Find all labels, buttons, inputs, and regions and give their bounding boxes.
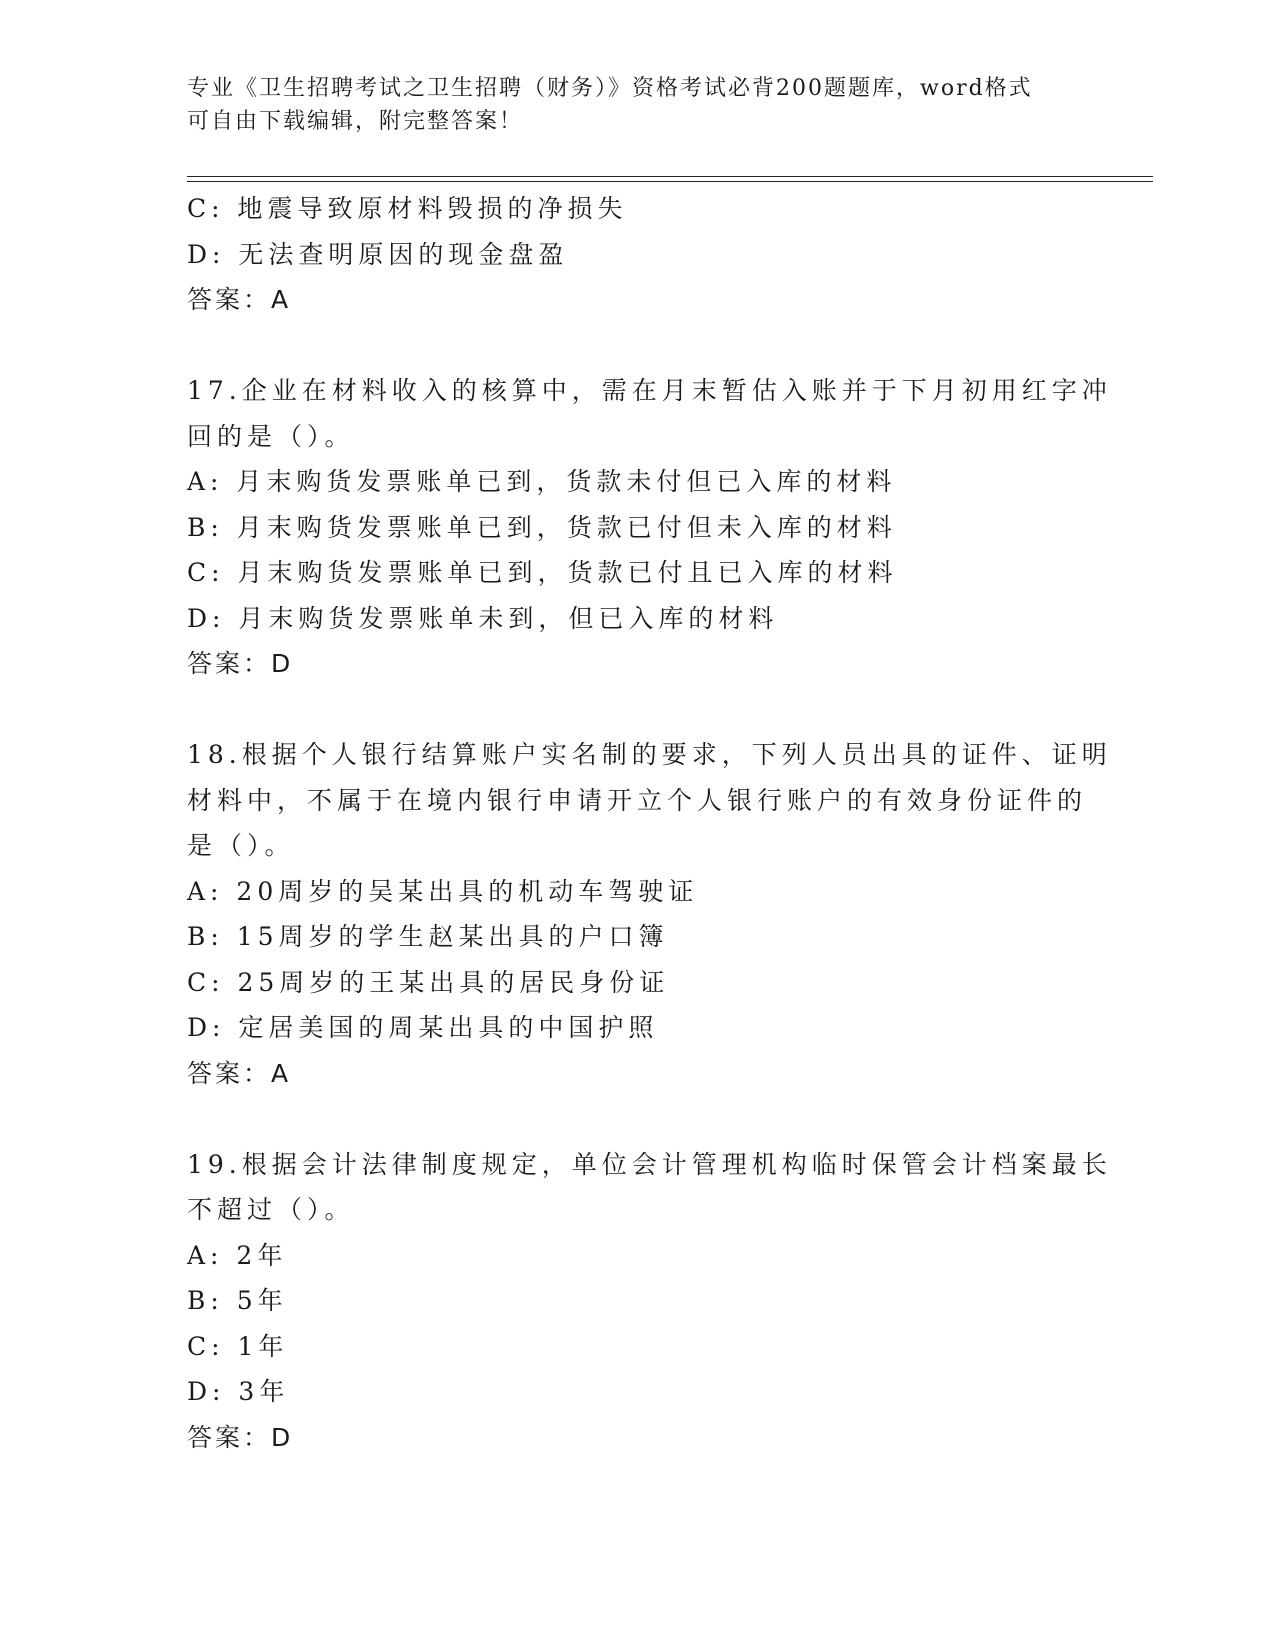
option-b: B: 月末购货发票账单已到，货款已付但未入库的材料 xyxy=(187,512,897,542)
question-list xyxy=(187,186,1112,1460)
question-stem-line: 回的是（）。 xyxy=(187,421,355,451)
option-c: C: 地震导致原材料毁损的净损失 xyxy=(187,194,628,223)
question-stem-line: 不超过（）。 xyxy=(187,1195,355,1224)
spacer xyxy=(187,323,1087,369)
question-stem-line: 是（）。 xyxy=(187,831,295,860)
option-d: D: 定居美国的周某出具的中国护照 xyxy=(187,1013,659,1042)
option-a: A: 2年 xyxy=(187,1240,288,1270)
answer-line: 答案：A xyxy=(187,1058,292,1088)
header-title-line-2: 可自由下载编辑，附完整答案！ xyxy=(187,109,524,134)
question-stem-line: 19.根据会计法律制度规定，单位会计管理机构临时保管会计档案最长 xyxy=(187,1149,1112,1179)
question-16-continued xyxy=(187,186,1087,323)
option-c: C: 月末购货发票账单已到，货款已付且已入库的材料 xyxy=(187,558,898,587)
option-d: D: 月末购货发票账单未到，但已入库的材料 xyxy=(187,603,779,633)
option-a: A: 20周岁的吴某出具的机动车驾驶证 xyxy=(187,876,699,906)
header-divider xyxy=(187,176,1153,182)
option-b: B: 15周岁的学生赵某出具的户口簿 xyxy=(187,922,669,951)
option-c: C: 1年 xyxy=(187,1331,289,1361)
option-c: C: 25周岁的王某出具的居民身份证 xyxy=(187,967,670,997)
question-17 xyxy=(187,368,1112,687)
spacer xyxy=(187,1096,1087,1142)
question-stem-line: 18.根据个人银行结算账户实名制的要求，下列人员出具的证件、证明 xyxy=(187,740,1112,769)
option-d: D: 3年 xyxy=(187,1377,290,1406)
option-d: D: 无法查明原因的现金盘盈 xyxy=(187,239,569,269)
option-a: A: 月末购货发票账单已到，货款未付但已入库的材料 xyxy=(187,467,897,496)
answer-line: 答案：D xyxy=(187,649,294,678)
document-header xyxy=(187,72,1067,138)
spacer xyxy=(187,687,1087,733)
question-stem-line: 材料中，不属于在境内银行申请开立个人银行账户的有效身份证件的 xyxy=(187,785,1088,815)
question-18 xyxy=(187,732,1112,1096)
answer-line: 答案：D xyxy=(187,1422,294,1452)
question-stem-line: 17.企业在材料收入的核算中，需在月末暂估入账并于下月初用红字冲 xyxy=(187,376,1112,405)
option-b: B: 5年 xyxy=(187,1286,288,1315)
answer-line: 答案：A xyxy=(187,285,292,314)
question-19 xyxy=(187,1142,1112,1461)
header-title-line-1: 专业《卫生招聘考试之卫生招聘（财务）》资格考试必背200题题库，word格式 xyxy=(187,76,1033,101)
